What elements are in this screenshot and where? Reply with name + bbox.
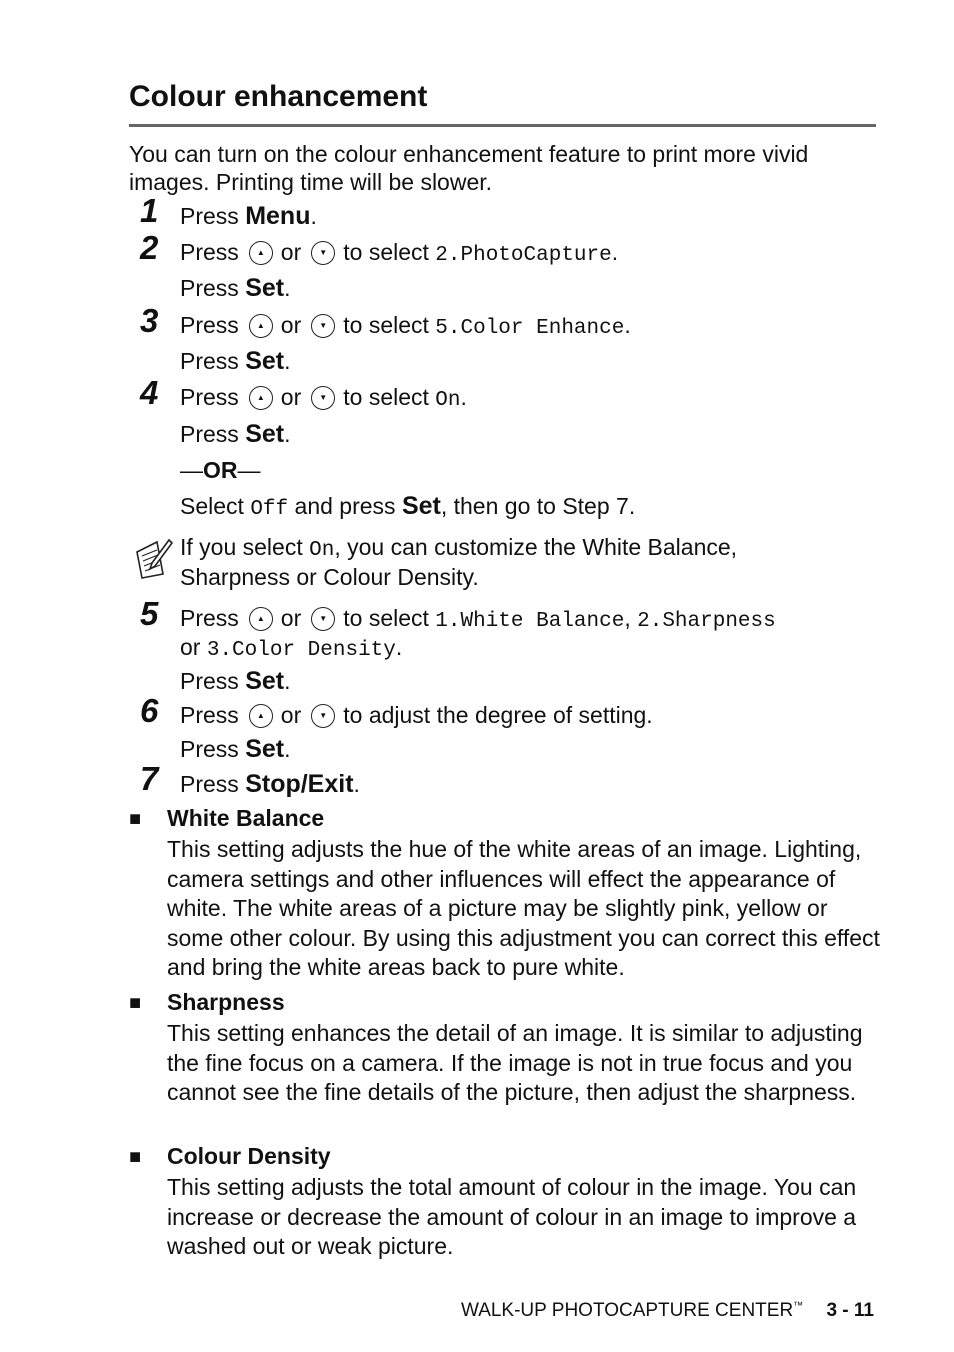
menu-item: 3.Color Density — [206, 639, 396, 662]
or-word: or — [280, 312, 302, 338]
press-word: Press — [180, 605, 239, 631]
bullet-text: This setting enhances the detail of an image. It is similar to adjusting the fine focus on a camera. If the image is not in true focus and you cannot see the fine details of the picture, then adjust the sharpness. — [167, 1020, 863, 1105]
up-arrow-key-icon: ▲ — [249, 314, 273, 338]
menu-item: 5.Color Enhance — [435, 317, 625, 340]
to-select-text: to select — [343, 312, 429, 338]
bullet-square-icon: ■ — [129, 992, 142, 1014]
menu-item: 2.PhotoCapture — [435, 244, 612, 267]
or-word: or — [180, 634, 201, 660]
or-divider: —OR— — [180, 457, 261, 483]
bullet-text: This setting adjusts the hue of the white areas of an image. Lighting, camera settings and other influences will effect the appearance of white. The white areas of a picture may be slightly pink, yellow or some other colour. By using this adjustment you can correct this effect and bring the white areas back to pure white. — [167, 836, 880, 980]
press-word: Press — [180, 348, 239, 374]
punctuation: . — [284, 736, 291, 762]
down-arrow-key-icon: ▼ — [311, 314, 335, 338]
title-rule — [129, 124, 876, 127]
step-number: 4 — [140, 374, 159, 411]
press-word: Press — [180, 771, 239, 797]
down-arrow-key-icon: ▼ — [311, 704, 335, 728]
or-word: or — [280, 605, 302, 631]
or-word: or — [280, 702, 302, 728]
punctuation: . — [460, 384, 467, 410]
alt-and-press-text: and press — [294, 493, 396, 519]
punctuation: . — [284, 668, 291, 694]
step-5-line-2 — [180, 634, 402, 662]
or-word: or — [280, 384, 302, 410]
to-select-text: to select — [343, 239, 429, 265]
step-5-set-line — [180, 667, 290, 696]
to-select-text: to select — [343, 384, 429, 410]
step-6-set-line — [180, 735, 290, 764]
press-word: Press — [180, 312, 239, 338]
step-6-text: to adjust the degree of setting. — [343, 702, 653, 728]
bullet-square-icon: ■ — [129, 1146, 142, 1168]
punctuation: . — [611, 239, 619, 265]
punctuation: . — [310, 203, 317, 229]
punctuation: . — [353, 771, 360, 797]
set-key-label: Set — [245, 420, 285, 448]
down-arrow-key-icon: ▼ — [311, 241, 335, 265]
step-3-set-line — [180, 347, 290, 376]
step-2-set-line — [180, 274, 290, 303]
menu-item: On — [309, 539, 335, 562]
trademark-symbol: ™ — [793, 1300, 804, 1312]
punctuation: . — [284, 421, 291, 447]
note-text: , you can customize the White Balance, — [334, 534, 738, 560]
step-2-line — [180, 239, 618, 267]
menu-item: 1.White Balance — [435, 610, 625, 633]
to-select-text: to select — [343, 605, 429, 631]
note-line-1 — [180, 534, 737, 562]
up-arrow-key-icon: ▲ — [249, 607, 273, 631]
down-arrow-key-icon: ▼ — [311, 386, 335, 410]
press-word: Press — [180, 203, 239, 229]
bullet-heading: White Balance — [167, 805, 325, 831]
punctuation: . — [284, 275, 291, 301]
alt-select-text: Select — [180, 493, 244, 519]
bullet-text: This setting adjusts the total amount of colour in the image. You can increase or decrease the amount of colour in an image to improve a washed out or weak picture. — [167, 1174, 857, 1259]
up-arrow-key-icon: ▲ — [249, 241, 273, 265]
press-word: Press — [180, 421, 239, 447]
punctuation: . — [624, 312, 631, 338]
step-7-line — [180, 770, 360, 799]
note-text: If you select — [180, 534, 303, 560]
intro-paragraph: You can turn on the colour enhancement feature to print more vivid images. Printing time will be slower. — [129, 141, 809, 195]
press-word: Press — [180, 239, 239, 265]
step-4-set-line — [180, 420, 290, 449]
step-number: 3 — [140, 302, 159, 339]
press-word: Press — [180, 702, 239, 728]
page-title: Colour enhancement — [129, 80, 428, 113]
up-arrow-key-icon: ▲ — [249, 704, 273, 728]
menu-item: On — [435, 389, 461, 412]
page-number: 3 - 11 — [826, 1300, 874, 1321]
note-pencil-icon — [133, 538, 173, 580]
step-4-alt-line — [180, 492, 635, 521]
punctuation: . — [284, 348, 291, 374]
step-number: 6 — [140, 692, 159, 729]
or-word: or — [280, 239, 302, 265]
press-word: Press — [180, 384, 239, 410]
set-key-label: Set — [401, 492, 441, 520]
menu-key-label: Menu — [245, 202, 311, 230]
bullet-heading: Sharpness — [167, 989, 285, 1015]
step-number: 5 — [140, 595, 159, 632]
step-6-line — [180, 702, 653, 729]
punctuation: . — [395, 634, 403, 660]
step-1-line — [180, 202, 317, 231]
step-number: 7 — [140, 760, 159, 797]
step-4-line — [180, 384, 467, 412]
page-footer — [461, 1300, 874, 1322]
step-number: 2 — [140, 229, 159, 266]
press-word: Press — [180, 668, 239, 694]
alt-rest-text: , then go to Step 7. — [440, 493, 636, 519]
step-5-line — [180, 605, 776, 633]
stop-exit-key-label: Stop/Exit — [245, 770, 354, 798]
bullet-square-icon: ■ — [129, 808, 142, 830]
menu-item: Off — [250, 498, 289, 521]
down-arrow-key-icon: ▼ — [311, 607, 335, 631]
menu-item: 2.Sharpness — [637, 610, 776, 633]
set-key-label: Set — [245, 347, 285, 375]
press-word: Press — [180, 275, 239, 301]
step-3-line — [180, 312, 631, 340]
press-word: Press — [180, 736, 239, 762]
note-line-2: Sharpness or Colour Density. — [180, 564, 479, 590]
up-arrow-key-icon: ▲ — [249, 386, 273, 410]
set-key-label: Set — [245, 667, 285, 695]
punctuation: , — [624, 605, 631, 631]
bullet-heading: Colour Density — [167, 1143, 331, 1169]
footer-label: WALK-UP PHOTOCAPTURE CENTER — [460, 1300, 794, 1321]
step-number: 1 — [140, 192, 159, 229]
set-key-label: Set — [245, 735, 285, 763]
set-key-label: Set — [245, 274, 285, 302]
